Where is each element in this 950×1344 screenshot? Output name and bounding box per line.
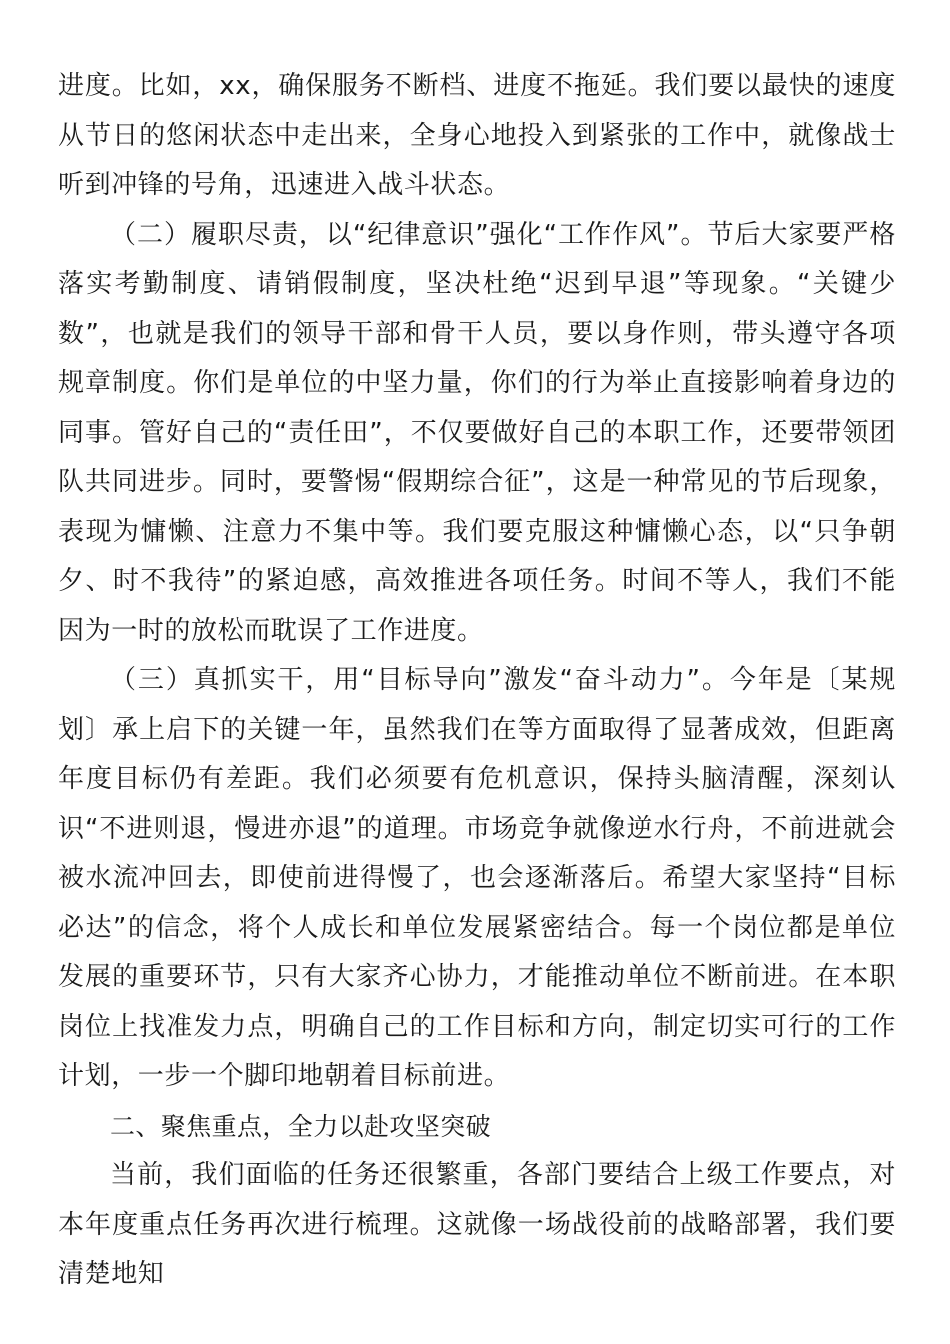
section-heading: 二、聚焦重点，全力以赴攻坚突破 (110, 1111, 492, 1141)
paragraph-goal-oriented: （三）真抓实干，用“目标导向”激发“奋斗动力”。今年是〔某规划〕承上启下的关键一年，虽然我们在等方面取得了显著成效，但距离年度目标仍有差距。我们必须要有危机意识，保持头脑清醒，深刻认识“不进则退，慢进亦退”的道理。市场竞争就像逆水行舟，不前进就会被水流冲回去，即使前进得慢了，也会逐渐落后。希望大家坚持“目标必达”的信念，将个人成长和单位发展紧密结合。每一个岗位都是单位发展的重要环节，只有大家齐心协力，才能推动单位不断前进。在本职岗位上找准发力点，明确自己的工作目标和方向，制定切实可行的工作计划，一步一个脚印地朝着目标前进。 (58, 665, 896, 1091)
paragraph-continuation: 进度。比如，xx，确保服务不断档、进度不拖延。我们要以最快的速度从节日的悠闲状态中走出来，全身心地投入到紧张的工作中，就像战士听到冲锋的号角，迅速进入战斗状态。 (58, 71, 896, 200)
paragraph-current-tasks: 当前，我们面临的任务还很繁重，各部门要结合上级工作要点，对本年度重点任务再次进行梳理。这就像一场战役前的战略部署，我们要清楚地知 (58, 1160, 896, 1289)
paragraph-discipline: （二）履职尽责，以“纪律意识”强化“工作作风”。节后大家要严格落实考勤制度、请销假制度，坚决杜绝“迟到早退”等现象。“关键少数”，也就是我们的领导干部和骨干人员，要以身作则，带头遵守各项规章制度。你们是单位的中坚力量，你们的行为举止直接影响着身边的同事。管好自己的“责任田”，不仅要做好自己的本职工作，还要带领团队共同进步。同时，要警惕“假期综合征”，这是一种常见的节后现象，表现为慵懒、注意力不集中等。我们要克服这种慵懒心态，以“只争朝夕、时不我待”的紧迫感，高效推进各项任务。时间不等人，我们不能因为一时的放松而耽误了工作进度。 (58, 219, 896, 646)
document-page (58, 62, 896, 1300)
